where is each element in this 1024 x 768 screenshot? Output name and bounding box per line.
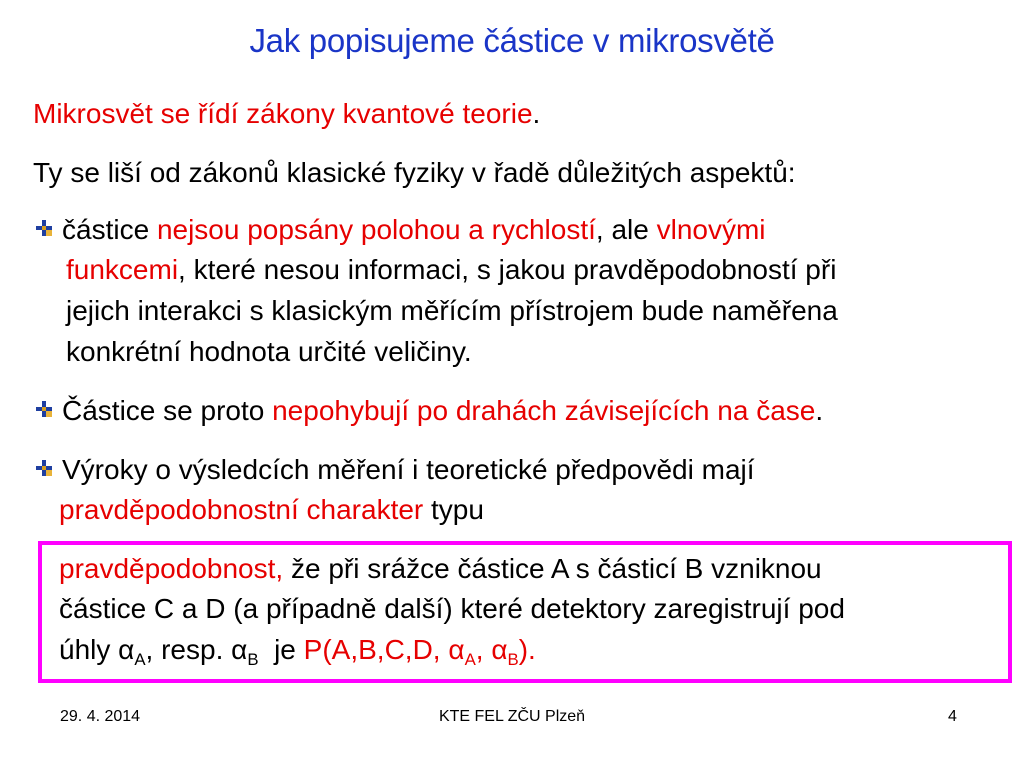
- text-segment: částice: [62, 214, 157, 245]
- subscript: B: [247, 649, 259, 669]
- intro-period: .: [532, 98, 541, 129]
- highlight-segment: pravděpodobnostní charakter: [59, 494, 424, 525]
- footer-date: 29. 4. 2014: [60, 708, 141, 725]
- footer-page-number: 4: [948, 708, 957, 725]
- text-segment: úhly α: [59, 634, 135, 665]
- highlight-segment: funkcemi: [66, 254, 179, 285]
- bullet-2-line-1: [62, 397, 823, 425]
- text-segment: , které nesou informaci, s jakou pravděpodobností při: [178, 254, 837, 285]
- bullet-1-line-2: [66, 256, 836, 284]
- text-segment: .: [815, 395, 824, 426]
- text-segment: že při srážce částice A s částicí B vzniknou: [283, 553, 822, 584]
- intro-line-2: Ty se liší od zákonů klasické fyziky v řadě důležitých aspektů:: [33, 157, 796, 188]
- slide-title: Jak popisujeme částice v mikrosvětě: [249, 22, 775, 59]
- bullet-1-line-4: konkrétní hodnota určité veličiny.: [66, 336, 472, 367]
- bullet-3-line-1: Výroky o výsledcích měření i teoretické předpovědi mají: [62, 454, 755, 485]
- bullet-3-line-2: [59, 496, 484, 524]
- footer-institution: KTE FEL ZČU Plzeň: [438, 708, 586, 725]
- formula-segment: , α: [475, 634, 508, 665]
- probability-formula: [303, 634, 536, 669]
- text-segment: , resp. α: [145, 634, 248, 665]
- text-segment: typu: [423, 494, 484, 525]
- highlight-segment: nepohybují po drahách závisejících na čase: [272, 395, 816, 426]
- bullet-1-line-3: jejich interakci s klasickým měřícím přístrojem bude naměřena: [66, 295, 838, 326]
- bullet-1-line-1: [62, 216, 766, 244]
- highlight-segment: vlnovými: [656, 214, 766, 245]
- formula-segment: ).: [518, 634, 536, 665]
- intro-line-1: [33, 100, 540, 128]
- box-line-2: částice C a D (a případně další) které detektory zaregistrují pod: [59, 593, 845, 624]
- subscript: A: [464, 649, 476, 669]
- highlight-segment: nejsou popsány polohou a rychlostí: [156, 214, 596, 245]
- formula-segment: P(A,B,C,D, α: [303, 634, 465, 665]
- text-segment: Částice se proto: [62, 395, 273, 426]
- bullet-icon: [35, 400, 53, 418]
- subscript: A: [134, 649, 146, 669]
- box-line-1: [59, 555, 822, 583]
- highlight-segment: pravděpodobnost,: [59, 553, 284, 584]
- bullet-icon: [35, 459, 53, 477]
- text-segment: je: [258, 634, 304, 665]
- text-segment: , ale: [595, 214, 657, 245]
- subscript: B: [507, 649, 519, 669]
- bullet-icon: [35, 219, 53, 237]
- intro-highlight: Mikrosvět se řídí zákony kvantové teorie: [33, 98, 533, 129]
- box-line-3: [59, 634, 536, 669]
